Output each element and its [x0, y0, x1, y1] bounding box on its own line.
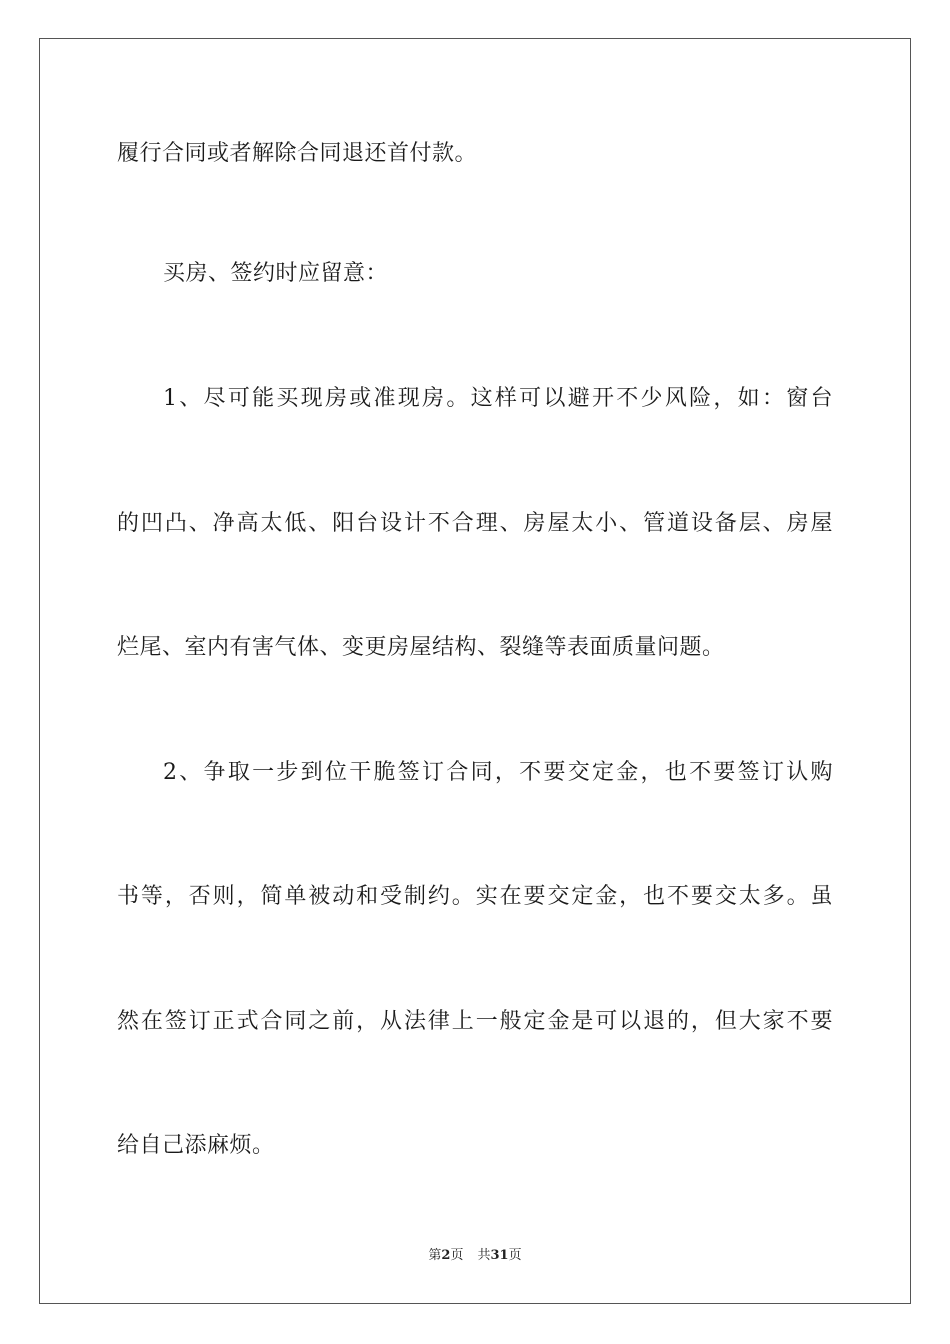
- text-line-3: 1、尽可能买现房或准现房。这样可以避开不少风险，如：窗台: [163, 386, 833, 411]
- page-footer: [0, 1247, 950, 1265]
- text-line-8: 然在签订正式合同之前，从法律上一般定金是可以退的，但大家不要: [117, 1009, 833, 1034]
- text-line-1: 履行合同或者解除合同退还首付款。: [117, 141, 478, 166]
- text-line-5: 烂尾、室内有害气体、变更房屋结构、裂缝等表面质量问题。: [117, 635, 725, 660]
- section-heading: 买房、签约时应留意：: [163, 261, 389, 286]
- total-pages: 31: [490, 1248, 509, 1263]
- text-line-9: 给自己添麻烦。: [117, 1133, 275, 1158]
- page-number: 2: [441, 1248, 451, 1263]
- page-prefix: 第: [428, 1248, 442, 1263]
- text-line-4: 的凹凸、净高太低、阳台设计不合理、房屋太小、管道设备层、房屋: [117, 511, 833, 536]
- text-line-7: 书等，否则，简单被动和受制约。实在要交定金，也不要交太多。虽: [117, 884, 833, 909]
- page-border: [39, 38, 911, 1304]
- page-suffix: 页: [450, 1248, 464, 1263]
- text-line-6: 2、争取一步到位干脆签订合同，不要交定金，也不要签订认购: [163, 760, 833, 785]
- total-suffix: 页: [508, 1248, 522, 1263]
- total-prefix: 共: [477, 1248, 491, 1263]
